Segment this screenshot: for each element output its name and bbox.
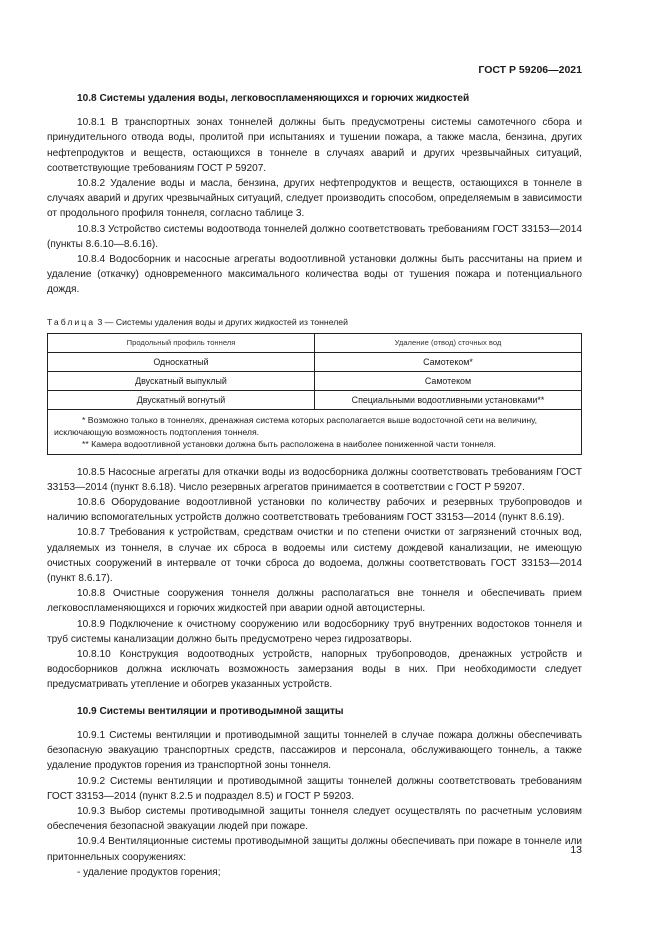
table-notes-row xyxy=(48,409,582,454)
section-10-8-continued xyxy=(47,465,582,693)
paragraph-10-8-5: 10.8.5 Насосные агрегаты для откачки воды из водосборника должны соответствовать требованиям ГОСТ 33153—2014 (пункт 8.6.18). Число резервных агрегатов принимается в соответствии с ГОСТ Р 59207. xyxy=(47,466,582,493)
table-cell: Самотеком xyxy=(315,371,582,390)
paragraph-10-9-1: 10.9.1 Системы вентиляции и противодымной защиты тоннелей в случае пожара должны обеспечивать безопасную эвакуацию транспортных средств, пассажиров и персонала, обслуживающего тоннель, а также удаление продуктов горения из транспортной зоны тоннеля. xyxy=(47,729,582,772)
page-content xyxy=(47,91,582,880)
paragraph-10-8-6: 10.8.6 Оборудование водоотливной установки по количеству рабочих и резервных трубопроводов и наличию вспомогательных устройств должно соответствовать требованиям ГОСТ 33153—2014 (пункт 8.6.19). xyxy=(47,497,582,524)
table-row xyxy=(48,352,582,371)
table-note-1: * Возможно только в тоннелях, дренажная система которых располагается выше водосточной сети на величину, исключающую возможность подтопления тоннеля. xyxy=(54,414,538,437)
table-row xyxy=(48,371,582,390)
section-10-8-title: 10.8 Системы удаления воды, легковоспламеняющихся и горючих жидкостей xyxy=(77,93,470,104)
table-cell: Специальными водоотливными установками** xyxy=(315,390,582,409)
table-cell: Самотеком* xyxy=(315,352,582,371)
table-caption-label: Таблица xyxy=(47,316,96,327)
list-item: - удаление продуктов горения; xyxy=(77,866,221,878)
page-number: 13 xyxy=(570,844,582,856)
table-cell: Двускатный вогнутый xyxy=(48,390,315,409)
standard-code: ГОСТ Р 59206—2021 xyxy=(478,64,582,76)
paragraph-10-8-9: 10.8.9 Подключение к очистному сооружению или водосборнику труб внутренних водостоков тоннеля и труб системы канализации должно быть предусмотрено через гидрозатворы. xyxy=(47,618,582,645)
table-cell: Двускатный выпуклый xyxy=(48,371,315,390)
table-header-drainage: Удаление (отвод) сточных вод xyxy=(315,333,582,352)
table-caption-text: 3 — Системы удаления воды и других жидкостей из тоннелей xyxy=(97,316,348,327)
paragraph-10-9-3: 10.9.3 Выбор системы противодымной защиты тоннеля следует осуществлять по расчетным условиям обеспечения безопасной эвакуации людей при пожаре. xyxy=(47,805,582,833)
table-row xyxy=(48,390,582,409)
paragraph-10-8-3: 10.8.3 Устройство системы водоотвода тоннелей должно соответствовать требованиям ГОСТ 33153—2014 (пункты 8.6.10—8.6.16). xyxy=(47,223,582,250)
paragraph-10-8-8: 10.8.8 Очистные сооружения тоннеля должны располагаться вне тоннеля и обеспечивать прием легковоспламеняющихся и горючих жидкостей при аварии одной автоцистерны. xyxy=(47,588,582,615)
table-caption xyxy=(47,316,582,328)
paragraph-10-8-1: 10.8.1 В транспортных зонах тоннелей должны быть предусмотрены системы самотечного сбора и принудительного отвода воды, пролитой при испытаниях и тушении пожара, а также масла, бензина, других нефтепродуктов и веществ, остающихся в тоннеле в случаях аварий и других чрезвычайных ситуаций, соответствующие требованиям ГОСТ Р 59207. xyxy=(47,117,582,174)
table-header-profile: Продольный профиль тоннеля xyxy=(48,333,315,352)
paragraph-10-9-2: 10.9.2 Системы вентиляции и противодымной защиты тоннелей должны соответствовать требованиям ГОСТ 33153—2014 (пункт 8.2.5 и подраздел 8.5) и ГОСТ Р 59203. xyxy=(47,775,582,802)
table-3 xyxy=(47,333,582,455)
table-cell: Односкатный xyxy=(48,352,315,371)
table-notes xyxy=(48,409,582,454)
paragraph-10-8-10: 10.8.10 Конструкция водоотводных устройств, напорных трубопроводов, дренажных устройств и водосборников должна исключать возможность замерзания воды в них. При необходимости следует предусматривать утепление и обогрев указанных устройств. xyxy=(47,649,582,691)
table-note-2: ** Камера водоотливной установки должна быть расположена в наиболее пониженной части тоннеля. xyxy=(82,438,496,449)
paragraph-10-8-4: 10.8.4 Водосборник и насосные агрегаты водоотливной установки должны быть рассчитаны на прием и удаление (откачку) одновременного максимального количества воды от тушения пожара и потенциального дождя. xyxy=(47,254,582,296)
paragraph-10-8-7: 10.8.7 Требования к устройствам, средствам очистки и по степени очистки от загрязнений сточных вод, удаляемых из тоннеля, в случае их сброса в водоемы или систему дождевой канализации, не имеющую очистных сооружений в интервале от точки сброса до водоема, должны соответствовать ГОСТ 33153—2014 (пункт 8.6.17). xyxy=(47,527,582,585)
paragraph-10-9-4: 10.9.4 Вентиляционные системы противодымной защиты должны обеспечивать при пожаре в тоннеле или притоннельных сооружениях: xyxy=(47,836,582,863)
paragraph-10-8-2: 10.8.2 Удаление воды и масла, бензина, других нефтепродуктов и веществ, остающихся в тоннеле в случаях аварий и других чрезвычайных ситуаций, следует производить способом, определяемым в зависимости от продольного профиля тоннеля, согласно таблице 3. xyxy=(47,178,582,220)
section-10-9-title: 10.9 Системы вентиляции и противодымной защиты xyxy=(77,705,344,717)
table-header-row xyxy=(48,333,582,352)
